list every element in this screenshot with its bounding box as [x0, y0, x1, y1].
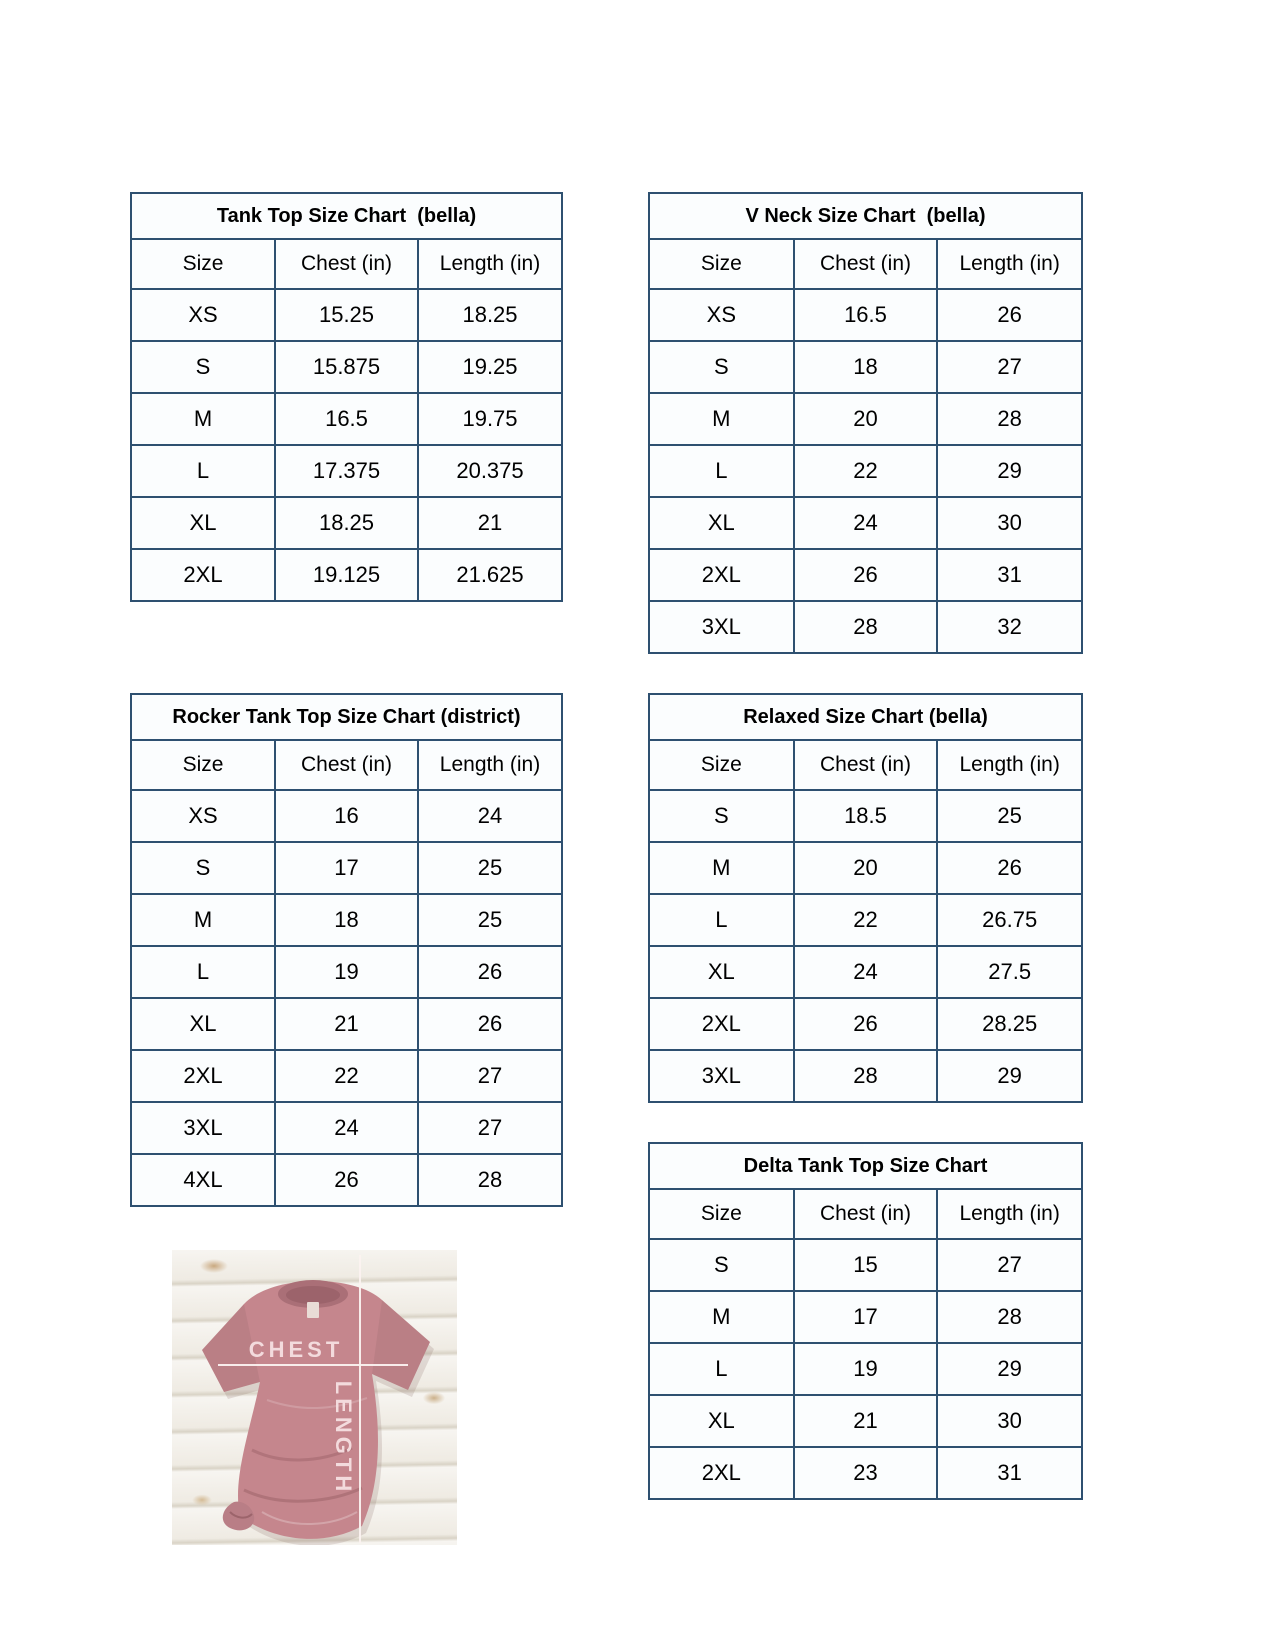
- table-cell: 3XL: [132, 1102, 275, 1154]
- table-cell: 28: [937, 393, 1081, 445]
- table-cell: 24: [794, 946, 938, 998]
- column-header: Size: [132, 741, 275, 790]
- table-cell: 19: [275, 946, 418, 998]
- table-cell: 15: [794, 1239, 938, 1291]
- length-label: LENGTH: [331, 1380, 356, 1496]
- table-cell: M: [650, 842, 794, 894]
- table-cell: 18: [275, 894, 418, 946]
- header-row: [132, 741, 561, 790]
- chest-label: CHEST: [248, 1337, 344, 1362]
- table-row: [650, 1050, 1081, 1101]
- table-cell: XS: [650, 289, 794, 341]
- table-cell: 25: [418, 842, 561, 894]
- table-cell: 22: [794, 894, 938, 946]
- column-header: Chest (in): [275, 240, 418, 289]
- table-row: [650, 601, 1081, 652]
- table-row: [650, 341, 1081, 393]
- table-row: [650, 549, 1081, 601]
- column-header: Chest (in): [794, 1190, 938, 1239]
- table-cell: 27.5: [937, 946, 1081, 998]
- table-cell: 25: [937, 790, 1081, 842]
- table-cell: 24: [794, 497, 938, 549]
- size-table-grid: [132, 240, 561, 600]
- table-cell: 19.75: [418, 393, 561, 445]
- table-row: [650, 1239, 1081, 1291]
- t-shirt-graphic: [172, 1250, 457, 1545]
- column-header: Length (in): [418, 741, 561, 790]
- table-row: [132, 1050, 561, 1102]
- table-cell: 2XL: [650, 549, 794, 601]
- table-cell: L: [650, 445, 794, 497]
- table-title: Rocker Tank Top Size Chart (district): [132, 695, 561, 741]
- table-v-neck-bella: [648, 192, 1083, 654]
- shirt-measurement-photo: [172, 1250, 457, 1545]
- table-row: [650, 393, 1081, 445]
- table-cell: 21: [275, 998, 418, 1050]
- table-cell: L: [132, 946, 275, 998]
- header-row: [132, 240, 561, 289]
- table-row: [650, 289, 1081, 341]
- table-cell: XL: [132, 497, 275, 549]
- table-cell: 17.375: [275, 445, 418, 497]
- table-cell: 29: [937, 1343, 1081, 1395]
- table-cell: 20.375: [418, 445, 561, 497]
- table-title: Delta Tank Top Size Chart: [650, 1144, 1081, 1190]
- table-cell: S: [650, 790, 794, 842]
- table-cell: M: [650, 1291, 794, 1343]
- table-cell: 26: [937, 289, 1081, 341]
- size-table-grid: [650, 741, 1081, 1101]
- table-row: [132, 445, 561, 497]
- table-row: [132, 1154, 561, 1205]
- table-row: [132, 946, 561, 998]
- table-cell: 18.5: [794, 790, 938, 842]
- table-cell: 31: [937, 1447, 1081, 1498]
- table-cell: 21: [418, 497, 561, 549]
- table-cell: XS: [132, 289, 275, 341]
- table-row: [132, 790, 561, 842]
- table-row: [650, 1343, 1081, 1395]
- table-cell: 18.25: [418, 289, 561, 341]
- table-cell: M: [650, 393, 794, 445]
- column-header: Length (in): [937, 741, 1081, 790]
- table-row: [650, 946, 1081, 998]
- table-cell: 26: [794, 549, 938, 601]
- table-cell: 22: [275, 1050, 418, 1102]
- table-row: [132, 497, 561, 549]
- table-cell: 28: [794, 1050, 938, 1101]
- table-row: [132, 894, 561, 946]
- table-cell: 25: [418, 894, 561, 946]
- table-cell: 15.25: [275, 289, 418, 341]
- table-cell: M: [132, 894, 275, 946]
- column-header: Size: [650, 240, 794, 289]
- column-header: Length (in): [418, 240, 561, 289]
- table-row: [132, 1102, 561, 1154]
- table-cell: 2XL: [132, 549, 275, 600]
- column-header: Chest (in): [794, 741, 938, 790]
- table-row: [650, 790, 1081, 842]
- table-cell: 19: [794, 1343, 938, 1395]
- table-cell: 26.75: [937, 894, 1081, 946]
- table-row: [132, 842, 561, 894]
- table-cell: 16.5: [794, 289, 938, 341]
- table-relaxed-bella: [648, 693, 1083, 1103]
- table-cell: 2XL: [650, 998, 794, 1050]
- column-header: Chest (in): [794, 240, 938, 289]
- table-cell: 30: [937, 1395, 1081, 1447]
- table-cell: 27: [937, 341, 1081, 393]
- table-row: [650, 497, 1081, 549]
- table-cell: 30: [937, 497, 1081, 549]
- column-header: Size: [650, 1190, 794, 1239]
- table-cell: XL: [650, 1395, 794, 1447]
- table-cell: 27: [418, 1102, 561, 1154]
- table-cell: 28: [937, 1291, 1081, 1343]
- table-cell: 23: [794, 1447, 938, 1498]
- header-row: [650, 741, 1081, 790]
- table-cell: 16: [275, 790, 418, 842]
- table-cell: 17: [275, 842, 418, 894]
- table-cell: XS: [132, 790, 275, 842]
- table-row: [132, 289, 561, 341]
- table-cell: XL: [132, 998, 275, 1050]
- table-row: [650, 894, 1081, 946]
- table-cell: XL: [650, 497, 794, 549]
- table-cell: 20: [794, 393, 938, 445]
- table-cell: S: [132, 842, 275, 894]
- table-cell: 26: [937, 842, 1081, 894]
- column-header: Length (in): [937, 240, 1081, 289]
- table-row: [132, 549, 561, 600]
- table-cell: 28: [418, 1154, 561, 1205]
- table-cell: 16.5: [275, 393, 418, 445]
- column-header: Size: [132, 240, 275, 289]
- table-row: [650, 1395, 1081, 1447]
- table-cell: 4XL: [132, 1154, 275, 1205]
- table-cell: 2XL: [650, 1447, 794, 1498]
- table-row: [650, 445, 1081, 497]
- table-cell: 26: [418, 998, 561, 1050]
- table-row: [650, 842, 1081, 894]
- table-cell: 20: [794, 842, 938, 894]
- size-table-grid: [650, 240, 1081, 652]
- table-cell: 3XL: [650, 1050, 794, 1101]
- table-cell: 29: [937, 1050, 1081, 1101]
- table-cell: 18: [794, 341, 938, 393]
- table-cell: L: [650, 894, 794, 946]
- table-cell: 17: [794, 1291, 938, 1343]
- table-cell: 27: [937, 1239, 1081, 1291]
- table-cell: 29: [937, 445, 1081, 497]
- table-cell: M: [132, 393, 275, 445]
- chest-measure-line: [218, 1364, 408, 1366]
- size-table-grid: [132, 741, 561, 1205]
- table-delta-tank-top: [648, 1142, 1083, 1500]
- table-row: [650, 998, 1081, 1050]
- table-cell: L: [650, 1343, 794, 1395]
- table-row: [132, 393, 561, 445]
- table-cell: 2XL: [132, 1050, 275, 1102]
- table-title: Tank Top Size Chart (bella): [132, 194, 561, 240]
- length-measure-line: [359, 1255, 361, 1543]
- table-row: [650, 1447, 1081, 1498]
- table-cell: 15.875: [275, 341, 418, 393]
- header-row: [650, 1190, 1081, 1239]
- table-tank-top-bella: [130, 192, 563, 602]
- table-cell: 32: [937, 601, 1081, 652]
- table-cell: 3XL: [650, 601, 794, 652]
- table-row: [132, 998, 561, 1050]
- table-cell: S: [650, 341, 794, 393]
- table-title: V Neck Size Chart (bella): [650, 194, 1081, 240]
- table-row: [132, 341, 561, 393]
- table-cell: 28.25: [937, 998, 1081, 1050]
- size-table-grid: [650, 1190, 1081, 1498]
- column-header: Length (in): [937, 1190, 1081, 1239]
- table-cell: L: [132, 445, 275, 497]
- table-cell: 22: [794, 445, 938, 497]
- table-cell: 27: [418, 1050, 561, 1102]
- table-cell: 24: [418, 790, 561, 842]
- table-cell: 19.125: [275, 549, 418, 600]
- table-cell: 26: [275, 1154, 418, 1205]
- header-row: [650, 240, 1081, 289]
- table-cell: 21.625: [418, 549, 561, 600]
- table-cell: S: [650, 1239, 794, 1291]
- column-header: Chest (in): [275, 741, 418, 790]
- table-cell: 21: [794, 1395, 938, 1447]
- table-row: [650, 1291, 1081, 1343]
- column-header: Size: [650, 741, 794, 790]
- table-cell: XL: [650, 946, 794, 998]
- table-cell: 31: [937, 549, 1081, 601]
- table-cell: 18.25: [275, 497, 418, 549]
- table-cell: 26: [794, 998, 938, 1050]
- table-cell: 24: [275, 1102, 418, 1154]
- table-title: Relaxed Size Chart (bella): [650, 695, 1081, 741]
- table-rocker-tank-top-district: [130, 693, 563, 1207]
- table-cell: S: [132, 341, 275, 393]
- table-cell: 26: [418, 946, 561, 998]
- table-cell: 28: [794, 601, 938, 652]
- table-cell: 19.25: [418, 341, 561, 393]
